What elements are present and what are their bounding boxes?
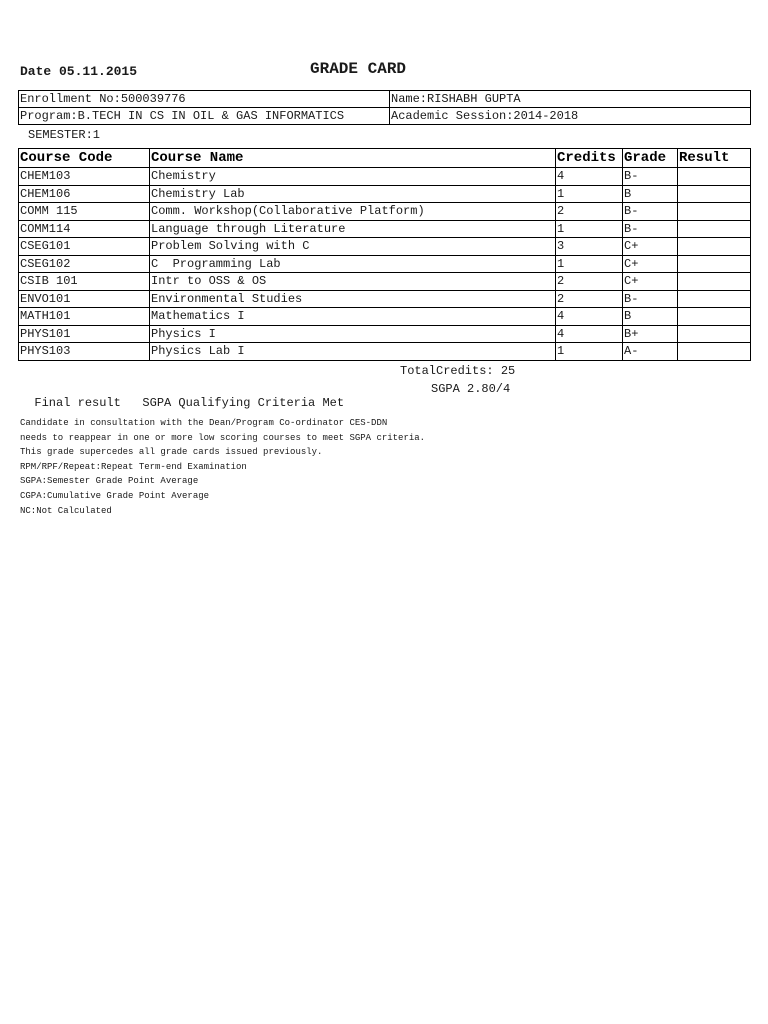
course-result bbox=[678, 220, 751, 238]
course-credits: 1 bbox=[556, 343, 623, 361]
column-header-result: Result bbox=[678, 149, 751, 168]
student-name: Name:RISHABH GUPTA bbox=[390, 91, 751, 108]
total-credits: TotalCredits: 25 bbox=[400, 364, 516, 378]
table-row bbox=[19, 220, 751, 238]
course-credits: 4 bbox=[556, 325, 623, 343]
note-line: SGPA:Semester Grade Point Average bbox=[20, 476, 199, 487]
course-grade: B bbox=[623, 308, 678, 326]
course-result bbox=[678, 290, 751, 308]
course-grade: B- bbox=[623, 203, 678, 221]
course-name: Environmental Studies bbox=[150, 290, 556, 308]
course-name: Mathematics I bbox=[150, 308, 556, 326]
table-row bbox=[19, 255, 751, 273]
sgpa-value: SGPA 2.80/4 bbox=[431, 382, 511, 396]
program-name: Program:B.TECH IN CS IN OIL & GAS INFORMATICS bbox=[19, 108, 390, 125]
course-name: Comm. Workshop(Collaborative Platform) bbox=[150, 203, 556, 221]
column-header-course-code: Course Code bbox=[19, 149, 150, 168]
table-row bbox=[19, 273, 751, 291]
course-result bbox=[678, 185, 751, 203]
course-grade: B- bbox=[623, 220, 678, 238]
course-result bbox=[678, 308, 751, 326]
course-result bbox=[678, 325, 751, 343]
enrollment-number: Enrollment No:500039776 bbox=[19, 91, 390, 108]
course-result bbox=[678, 238, 751, 256]
column-header-course-name: Course Name bbox=[150, 149, 556, 168]
note-line: CGPA:Cumulative Grade Point Average bbox=[20, 490, 210, 501]
course-code: CSEG101 bbox=[19, 238, 150, 256]
course-credits: 2 bbox=[556, 290, 623, 308]
course-code: COMM 115 bbox=[19, 203, 150, 221]
course-code: COMM114 bbox=[19, 220, 150, 238]
note-line: This grade supercedes all grade cards issued previously. bbox=[20, 447, 323, 458]
course-result bbox=[678, 343, 751, 361]
course-code: PHYS101 bbox=[19, 325, 150, 343]
course-grade: C+ bbox=[623, 273, 678, 291]
academic-session: Academic Session:2014-2018 bbox=[390, 108, 751, 125]
course-credits: 4 bbox=[556, 308, 623, 326]
course-grade: B- bbox=[623, 168, 678, 186]
course-grade: B+ bbox=[623, 325, 678, 343]
issue-date: Date 05.11.2015 bbox=[20, 64, 138, 79]
course-code: CSIB 101 bbox=[19, 273, 150, 291]
table-row bbox=[19, 203, 751, 221]
note-line: Candidate in consultation with the Dean/Program Co-ordinator CES-DDN bbox=[20, 418, 388, 428]
course-grade: B- bbox=[623, 290, 678, 308]
note-line: RPM/RPF/Repeat:Repeat Term-end Examination bbox=[20, 461, 247, 472]
course-grade: B bbox=[623, 185, 678, 203]
course-result bbox=[678, 203, 751, 221]
course-result bbox=[678, 273, 751, 291]
final-result: Final result SGPA Qualifying Criteria Met bbox=[34, 396, 345, 410]
course-credits: 3 bbox=[556, 238, 623, 256]
course-code: CHEM103 bbox=[19, 168, 150, 186]
student-info-row bbox=[19, 108, 751, 125]
student-info-row bbox=[19, 91, 751, 108]
column-header-credits: Credits bbox=[556, 149, 623, 168]
table-row bbox=[19, 325, 751, 343]
table-row bbox=[19, 343, 751, 361]
column-header-grade: Grade bbox=[623, 149, 678, 168]
course-credits: 1 bbox=[556, 255, 623, 273]
course-name: Chemistry Lab bbox=[150, 185, 556, 203]
course-code: CSEG102 bbox=[19, 255, 150, 273]
grades-table bbox=[18, 148, 751, 361]
course-name: C Programming Lab bbox=[150, 255, 556, 273]
grades-header-row bbox=[19, 149, 751, 168]
course-name: Chemistry bbox=[150, 168, 556, 186]
course-code: ENVO101 bbox=[19, 290, 150, 308]
course-grade: C+ bbox=[623, 255, 678, 273]
course-grade: A- bbox=[623, 343, 678, 361]
note-line: NC:Not Calculated bbox=[20, 505, 112, 516]
course-name: Language through Literature bbox=[150, 220, 556, 238]
document-title: GRADE CARD bbox=[310, 60, 407, 78]
course-credits: 2 bbox=[556, 273, 623, 291]
note-line: needs to reappear in one or more low scoring courses to meet SGPA criteria. bbox=[20, 432, 426, 443]
course-grade: C+ bbox=[623, 238, 678, 256]
course-result bbox=[678, 168, 751, 186]
course-code: PHYS103 bbox=[19, 343, 150, 361]
course-code: CHEM106 bbox=[19, 185, 150, 203]
course-credits: 2 bbox=[556, 203, 623, 221]
course-name: Physics Lab I bbox=[150, 343, 556, 361]
course-credits: 1 bbox=[556, 220, 623, 238]
table-row bbox=[19, 185, 751, 203]
table-row bbox=[19, 290, 751, 308]
course-name: Problem Solving with C bbox=[150, 238, 556, 256]
student-info-table bbox=[18, 90, 751, 125]
course-result bbox=[678, 255, 751, 273]
table-row bbox=[19, 168, 751, 186]
notes-block bbox=[20, 416, 425, 518]
table-row bbox=[19, 238, 751, 256]
course-code: MATH101 bbox=[19, 308, 150, 326]
course-credits: 4 bbox=[556, 168, 623, 186]
table-row bbox=[19, 308, 751, 326]
semester-label: SEMESTER:1 bbox=[28, 128, 101, 142]
course-name: Physics I bbox=[150, 325, 556, 343]
course-credits: 1 bbox=[556, 185, 623, 203]
course-name: Intr to OSS & OS bbox=[150, 273, 556, 291]
